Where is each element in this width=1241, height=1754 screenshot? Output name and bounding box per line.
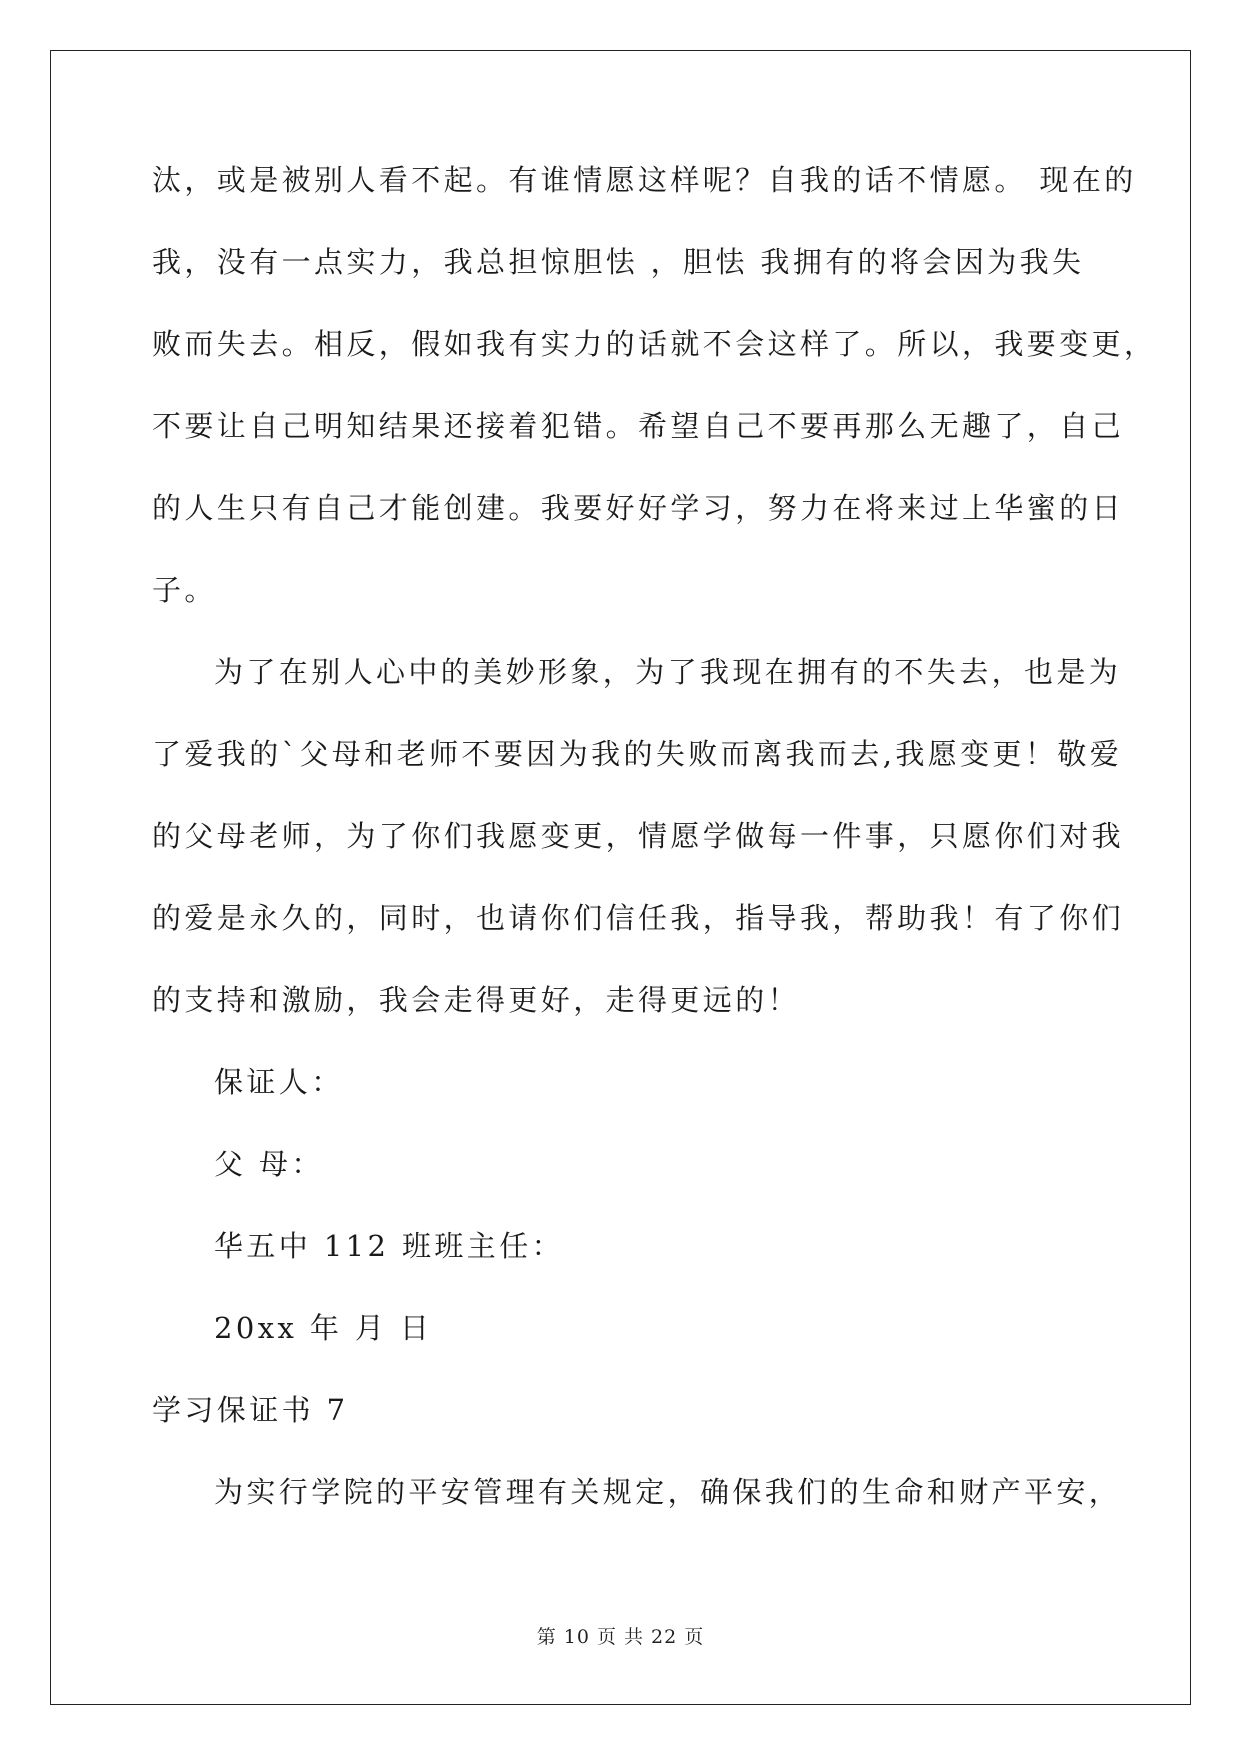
text-line-4: 不要让自己明知结果还接着犯错。希望自己不要再那么无趣了，自己 xyxy=(152,409,1125,443)
page-number-footer: 第 10 页 共 22 页 xyxy=(536,1626,705,1648)
parents-label: 父 母： xyxy=(214,1147,324,1181)
text-line-6: 子。 xyxy=(152,573,217,607)
text-line-3: 败而失去。相反，假如我有实力的话就不会这样了。所以，我要变更， xyxy=(152,327,1157,361)
text-line-17: 为实行学院的平安管理有关规定，确保我们的生命和财产平安， xyxy=(214,1475,1122,1509)
text-line-5: 的人生只有自己才能创建。我要好好学习，努力在将来过上华蜜的日 xyxy=(152,491,1125,525)
document-body xyxy=(152,160,1157,1554)
teacher-label: 华五中 112 班班主任： xyxy=(214,1229,564,1263)
section-heading: 学习保证书 7 xyxy=(152,1393,349,1427)
text-line-10: 的爱是永久的，同时，也请你们信任我，指导我，帮助我！有了你们 xyxy=(152,901,1125,935)
text-line-9: 的父母老师，为了你们我愿变更，情愿学做每一件事，只愿你们对我 xyxy=(152,819,1125,853)
guarantor-label: 保证人： xyxy=(214,1065,344,1099)
text-line-8: 了爱我的`父母和老师不要因为我的失败而离我而去,我愿变更！敬爱 xyxy=(152,737,1123,771)
text-line-7: 为了在别人心中的美妙形象，为了我现在拥有的不失去，也是为 xyxy=(214,655,1122,689)
text-line-1: 汰，或是被别人看不起。有谁情愿这样呢？自我的话不情愿。 现在的 xyxy=(152,163,1137,197)
text-line-11: 的支持和激励，我会走得更好，走得更远的！ xyxy=(152,983,801,1017)
date-line: 20xx 年 月 日 xyxy=(214,1311,433,1345)
text-line-2: 我，没有一点实力，我总担惊胆怯 ，胆怯 我拥有的将会因为我失 xyxy=(152,245,1085,279)
